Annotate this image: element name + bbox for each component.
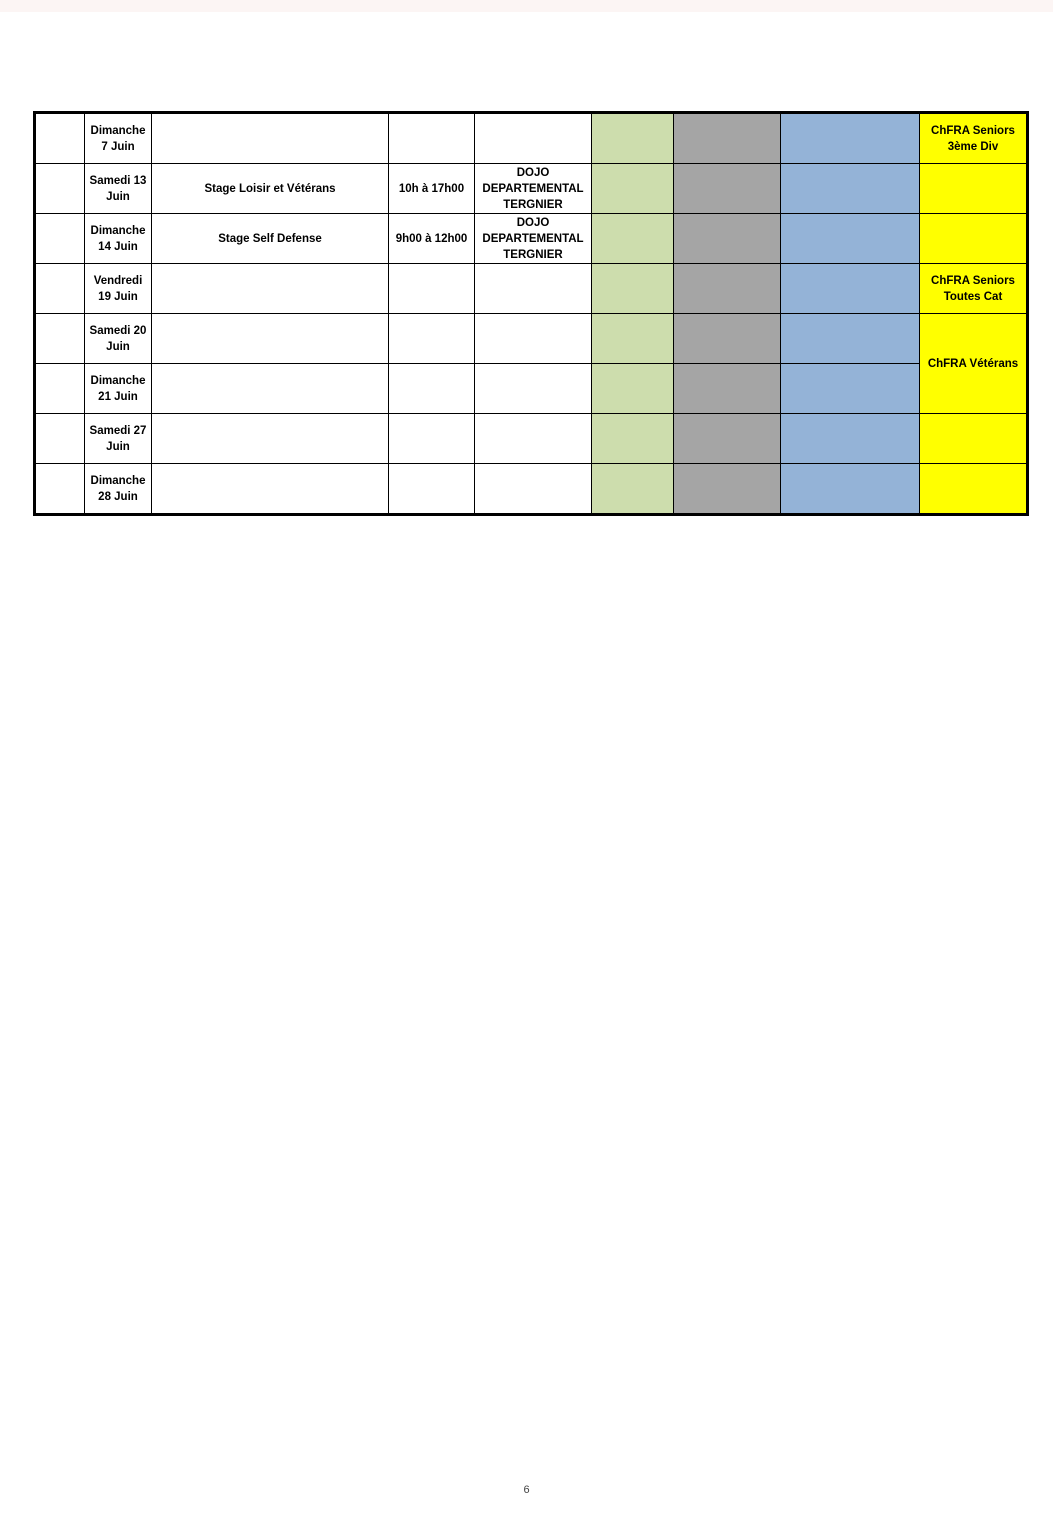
date-cell [85,464,152,515]
date-cell [85,113,152,164]
blue-column-cell [781,214,920,264]
time-cell [389,314,475,364]
blue-column-cell [781,113,920,164]
green-column-cell [592,464,674,515]
gray-column-cell [674,364,781,414]
blank-cell [35,464,85,515]
blank-cell [35,314,85,364]
championship-line-2: 3ème Div [947,140,999,153]
date-label: Juin [106,440,130,453]
date-label: 21 Juin [98,390,138,403]
day-label: Vendredi [93,274,143,287]
championship-line-1: ChFRA Vétérans [927,357,1019,370]
championship-cell [920,314,1028,414]
championship-line-1: ChFRA Seniors [931,124,1015,137]
venue-cell [475,164,592,214]
blue-column-cell [781,464,920,515]
page-number: 6 [523,1484,530,1496]
championship-cell [920,264,1028,314]
gray-column-cell [674,264,781,314]
time-cell [389,364,475,414]
championship-cell [920,164,1028,214]
event-cell [152,113,389,164]
event-cell: Stage Self Defense [152,214,389,264]
venue-cell [475,264,592,314]
table-row [35,264,1028,314]
time-cell [389,264,475,314]
date-cell [85,264,152,314]
date-cell [85,364,152,414]
venue-cell [475,464,592,515]
event-cell: Stage Loisir et Vétérans [152,164,389,214]
gray-column-cell [674,214,781,264]
blue-column-cell [781,164,920,214]
event-cell [152,314,389,364]
blue-column-cell [781,414,920,464]
gray-column-cell [674,314,781,364]
championship-line-2: Toutes Cat [943,290,1003,303]
green-column-cell [592,113,674,164]
venue-line-2: DEPARTEMENTAL [482,232,584,245]
green-column-cell [592,314,674,364]
green-column-cell [592,214,674,264]
date-label: Juin [106,190,130,203]
day-label: Dimanche [90,124,146,137]
championship-cell [920,464,1028,515]
date-cell [85,414,152,464]
venue-cell [475,214,592,264]
time-cell [389,414,475,464]
blank-cell [35,364,85,414]
venue-line-1: DOJO [516,216,550,229]
table-row [35,464,1028,515]
venue-cell [475,414,592,464]
table-row [35,113,1028,164]
date-label: 19 Juin [98,290,138,303]
championship-cell [920,414,1028,464]
venue-cell [475,364,592,414]
time-cell: 10h à 17h00 [389,164,475,214]
date-cell [85,164,152,214]
blank-cell [35,113,85,164]
gray-column-cell [674,414,781,464]
gray-column-cell [674,464,781,515]
championship-line-1: ChFRA Seniors [931,274,1015,287]
championship-cell [920,214,1028,264]
table-row [35,164,1028,214]
calendar-table [33,111,1029,516]
blank-cell [35,164,85,214]
day-label: Dimanche [90,374,146,387]
blue-column-cell [781,364,920,414]
event-cell [152,364,389,414]
event-cell [152,464,389,515]
date-label: 28 Juin [98,490,138,503]
time-cell: 9h00 à 12h00 [389,214,475,264]
blank-cell [35,414,85,464]
date-cell [85,314,152,364]
time-cell [389,464,475,515]
date-label: Juin [106,340,130,353]
green-column-cell [592,414,674,464]
table-row [35,364,1028,414]
day-label: Dimanche [90,474,146,487]
table-row [35,314,1028,364]
green-column-cell [592,264,674,314]
day-label: Samedi 27 [89,424,147,437]
venue-line-1: DOJO [516,166,550,179]
venue-cell [475,314,592,364]
day-label: Samedi 13 [89,174,147,187]
venue-line-2: DEPARTEMENTAL [482,182,584,195]
blue-column-cell [781,314,920,364]
venue-cell [475,113,592,164]
blue-column-cell [781,264,920,314]
table-row [35,414,1028,464]
date-cell [85,214,152,264]
championship-cell [920,113,1028,164]
gray-column-cell [674,164,781,214]
time-cell [389,113,475,164]
venue-line-3: TERGNIER [503,198,563,211]
event-cell [152,264,389,314]
green-column-cell [592,364,674,414]
table-row [35,214,1028,264]
event-cell [152,414,389,464]
blank-cell [35,264,85,314]
blank-cell [35,214,85,264]
top-band [0,0,1053,12]
venue-line-3: TERGNIER [503,248,563,261]
gray-column-cell [674,113,781,164]
day-label: Dimanche [90,224,146,237]
date-label: 14 Juin [98,240,138,253]
date-label: 7 Juin [101,140,135,153]
day-label: Samedi 20 [89,324,147,337]
green-column-cell [592,164,674,214]
